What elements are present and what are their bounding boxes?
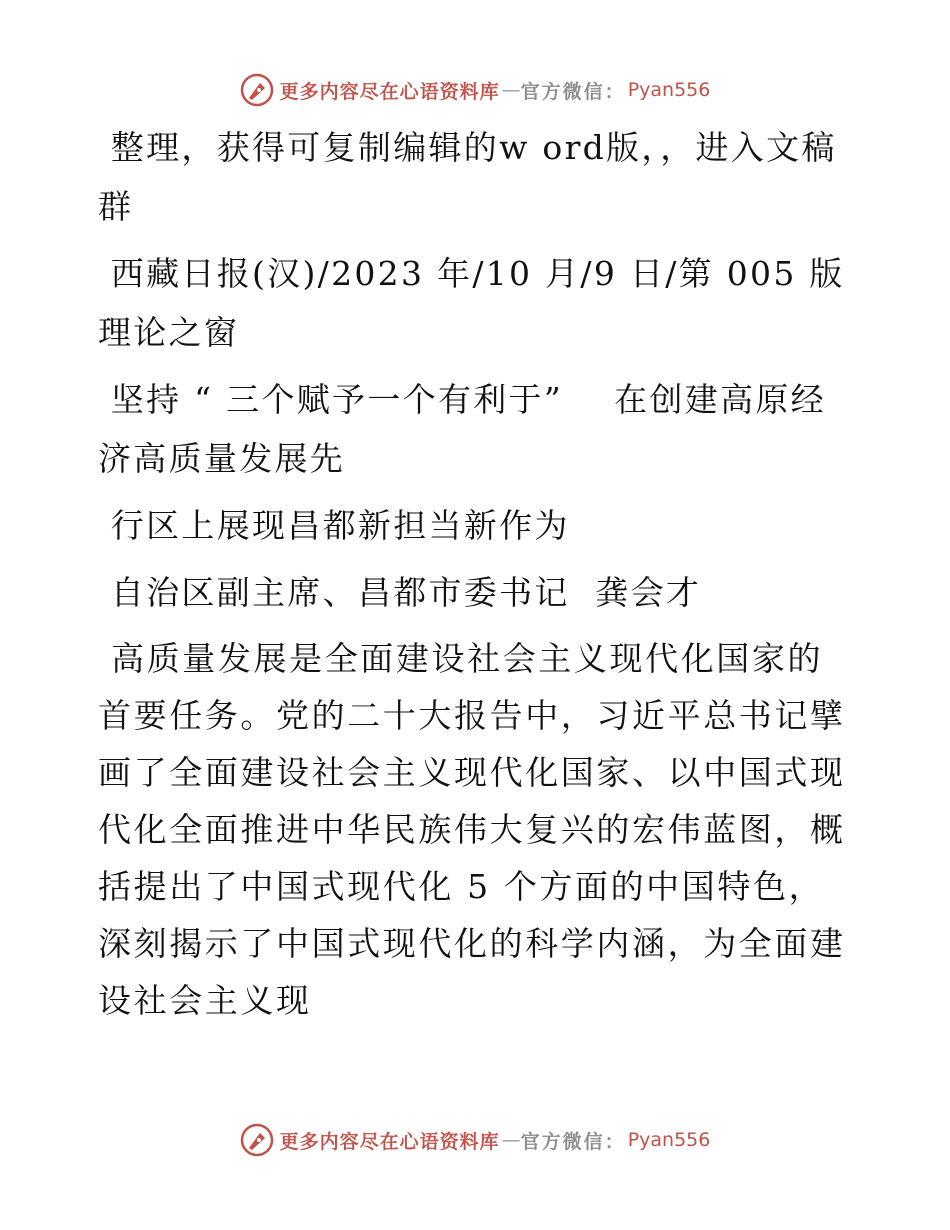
doc-paragraph-title-line-1: 坚持 “ 三个赋予一个有利于” 在创建高原经济高质量发展先 [98, 380, 826, 478]
banner-wechat-id: Pyan556 [627, 79, 711, 101]
banner-main-text: 更多内容尽在心语资料库 [279, 80, 500, 103]
header-banner [0, 70, 950, 110]
doc-paragraph-title-line-2: 行区上展现昌都新担当新作为 [98, 506, 570, 545]
doc-paragraph-intro: 整理，获得可复制编辑的w ord版，，进入文稿群 [98, 128, 837, 226]
doc-paragraph-body: 高质量发展是全面建设社会主义现代化国家的首要任务。党的二十大报告中，习近平总书记擘画了全面建设社会主义现代化国家、以中国式现代化全面推进中华民族伟大复兴的宏伟蓝图，概括提出了中国式现代化 5 个方面的中国特色，深刻揭示了中国式现代化的科学内涵，为全面建设社会主义现 [98, 639, 846, 1020]
footer-banner [0, 1120, 950, 1160]
banner-main-text: 更多内容尽在心语资料库 [279, 1130, 500, 1153]
pen-nib-logo-icon [240, 73, 274, 107]
doc-paragraph-author: 自治区副主席、昌都市委书记 龚会才 [98, 573, 702, 612]
pen-nib-logo-icon [240, 1123, 274, 1157]
doc-paragraph-source: 西藏日报(汉)/2023 年/10 月/9 日/第 005 版理论之窗 [98, 254, 845, 352]
banner-wechat-id: Pyan556 [627, 1129, 711, 1151]
banner-wechat-label: 官方微信： [520, 80, 626, 103]
banner-separator: — [501, 1129, 519, 1151]
banner-separator: — [501, 79, 519, 101]
banner-wechat-label: 官方微信： [520, 1130, 626, 1153]
document-body [98, 118, 858, 1037]
